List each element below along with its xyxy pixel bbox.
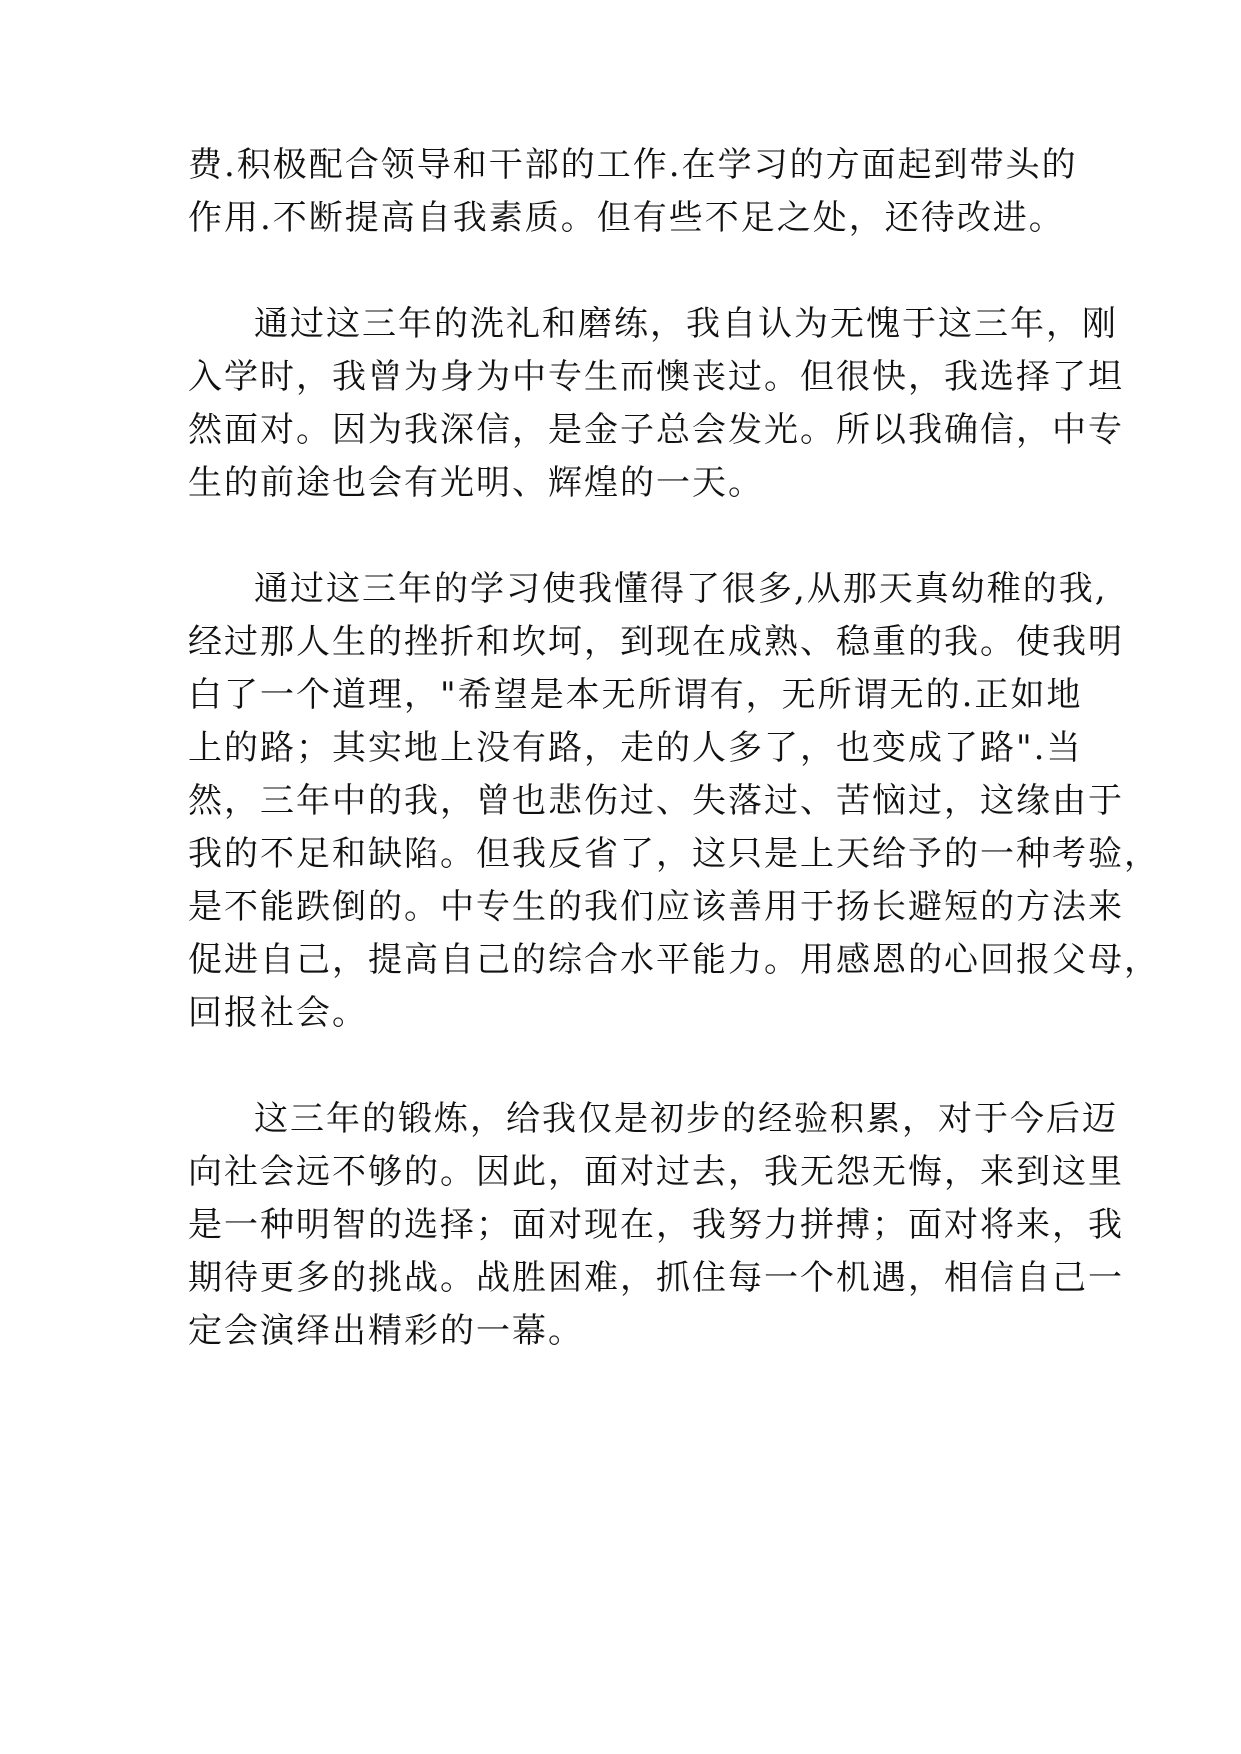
paragraph-3-line-1: 通过这三年的学习使我懂得了很多,从那天真幼稚的我, [254, 569, 1108, 609]
paragraph-4-line-3: 是一种明智的选择；面对现在，我努力拼搏；面对将来，我 [188, 1205, 1124, 1245]
paragraph-4-line-4: 期待更多的挑战。战胜困难，抓住每一个机遇，相信自己一 [188, 1258, 1124, 1298]
paragraph-3-line-4: 上的路；其实地上没有路，走的人多了，也变成了路".当 [188, 728, 1083, 768]
paragraph-3-line-5: 然，三年中的我，曾也悲伤过、失落过、苦恼过，这缘由于 [188, 781, 1124, 821]
paragraph-4-line-1: 这三年的锻炼，给我仅是初步的经验积累，对于今后迈 [254, 1099, 1118, 1139]
paragraph-2-line-1: 通过这三年的洗礼和磨练，我自认为无愧于这三年，刚 [254, 304, 1118, 344]
paragraph-3-line-9: 回报社会。 [188, 993, 368, 1033]
paragraph-3-line-3: 白了一个道理，"希望是本无所谓有，无所谓无的.正如地 [188, 675, 1083, 715]
paragraph-1-line-2: 作用.不断提高自我素质。但有些不足之处，还待改进。 [188, 198, 1065, 238]
paragraph-4-line-2: 向社会远不够的。因此，面对过去，我无怨无悔，来到这里 [188, 1152, 1124, 1192]
paragraph-3-line-8: 促进自己，提高自己的综合水平能力。用感恩的心回报父母， [188, 940, 1160, 980]
paragraph-2-line-2: 入学时，我曾为身为中专生而懊丧过。但很快，我选择了坦 [188, 357, 1124, 397]
paragraph-3-line-6: 我的不足和缺陷。但我反省了，这只是上天给予的一种考验， [188, 834, 1160, 874]
paragraph-1-line-1: 费.积极配合领导和干部的工作.在学习的方面起到带头的 [188, 145, 1078, 185]
paragraph-3-line-7: 是不能跌倒的。中专生的我们应该善用于扬长避短的方法来 [188, 887, 1124, 927]
paragraph-2-line-4: 生的前途也会有光明、辉煌的一天。 [188, 463, 764, 503]
paragraph-4-line-5: 定会演绎出精彩的一幕。 [188, 1311, 584, 1351]
paragraph-3-line-2: 经过那人生的挫折和坎坷，到现在成熟、稳重的我。使我明 [188, 622, 1124, 662]
paragraph-2-line-3: 然面对。因为我深信，是金子总会发光。所以我确信，中专 [188, 410, 1124, 450]
